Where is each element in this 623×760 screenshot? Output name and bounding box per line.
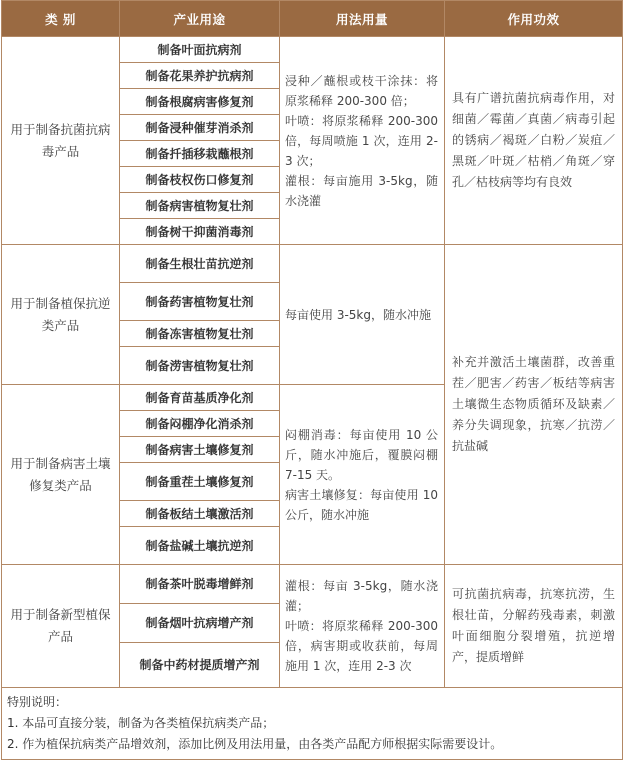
method-line: 浸种／蘸根或枝干涂抹：将原浆稀释 200-300 倍； <box>285 73 438 108</box>
use-cell: 制备涝害植物复壮剂 <box>120 347 280 385</box>
notes-title: 特别说明： <box>7 695 68 709</box>
method-line: 闷棚消毒：每亩使用 10 公斤，随水冲施后，覆膜闷棚 7-15 天。 <box>285 427 438 482</box>
use-cell: 制备盐碱土壤抗逆剂 <box>120 527 280 565</box>
table-row <box>2 37 623 63</box>
use-cell: 制备扦插移栽蘸根剂 <box>120 141 280 167</box>
header-category: 类 别 <box>2 1 120 37</box>
method-line: 叶喷：将原浆稀释 200-300 倍，病害期或收获前，每周施用 1 次，连用 2-3 次 <box>285 619 438 673</box>
effect-cell: 补充并激活土壤菌群，改善重茬／肥害／药害／板结等病害土壤微生态物质循环及缺素／养分失调现象，抗寒／抗涝／抗盐碱 <box>445 245 623 565</box>
method-cell <box>280 385 445 565</box>
use-cell: 制备烟叶抗病增产剂 <box>120 604 280 643</box>
notes-line: 2. 作为植保抗病类产品增效剂，添加比例及用法用量，由各类产品配方师根据实际需要设计。 <box>7 737 503 751</box>
use-cell: 制备茶叶脱毒增鲜剂 <box>120 565 280 604</box>
method-line: 灌根：每亩 3-5kg，随水浇灌； <box>285 579 438 613</box>
category-cell: 用于制备抗菌抗病毒产品 <box>2 37 120 245</box>
notes-cell <box>2 688 623 760</box>
method-line: 病害土壤修复：每亩使用 10 公斤，随水冲施 <box>285 487 438 522</box>
header-industrial-use: 产业用途 <box>120 1 280 37</box>
effect-cell: 可抗菌抗病毒，抗寒抗涝，生根壮苗，分解药残毒素，刺激叶面细胞分裂增殖，抗逆增产，提质增鲜 <box>445 565 623 688</box>
header-usage-dosage: 用法用量 <box>280 1 445 37</box>
use-cell: 制备浸种催芽消杀剂 <box>120 115 280 141</box>
use-cell: 制备冻害植物复壮剂 <box>120 321 280 347</box>
use-cell: 制备根腐病害修复剂 <box>120 89 280 115</box>
method-line: 每亩使用 3-5kg，随水冲施 <box>285 307 431 322</box>
use-cell: 制备中药材提质增产剂 <box>120 643 280 688</box>
table-row <box>2 565 623 604</box>
use-cell: 制备生根壮苗抗逆剂 <box>120 245 280 283</box>
method-cell <box>280 565 445 688</box>
use-cell: 制备重茬土壤修复剂 <box>120 463 280 501</box>
use-cell: 制备育苗基质净化剂 <box>120 385 280 411</box>
method-line: 叶喷：将原浆稀释 200-300 倍，每周喷施 1 次，连用 2-3 次； <box>285 113 438 168</box>
notes-line: 1. 本品可直接分装，制备为各类植保抗病类产品； <box>7 716 275 730</box>
header-effect: 作用功效 <box>445 1 623 37</box>
category-cell: 用于制备植保抗逆类产品 <box>2 245 120 385</box>
use-cell: 制备叶面抗病剂 <box>120 37 280 63</box>
use-cell: 制备板结土壤激活剂 <box>120 501 280 527</box>
method-cell <box>280 37 445 245</box>
use-cell: 制备树干抑菌消毒剂 <box>120 219 280 245</box>
use-cell: 制备闷棚净化消杀剂 <box>120 411 280 437</box>
use-cell: 制备花果养护抗病剂 <box>120 63 280 89</box>
use-cell: 制备枝权伤口修复剂 <box>120 167 280 193</box>
notes-row <box>2 688 623 760</box>
product-usage-table <box>1 0 623 760</box>
use-cell: 制备病害土壤修复剂 <box>120 437 280 463</box>
method-line: 灌根：每亩施用 3-5kg，随水浇灌 <box>285 173 438 208</box>
use-cell: 制备药害植物复壮剂 <box>120 283 280 321</box>
use-cell: 制备病害植物复壮剂 <box>120 193 280 219</box>
table-header-row <box>2 1 623 37</box>
table-row <box>2 245 623 283</box>
category-cell: 用于制备新型植保产品 <box>2 565 120 688</box>
method-cell <box>280 245 445 385</box>
category-cell: 用于制备病害土壤修复类产品 <box>2 385 120 565</box>
effect-cell: 具有广谱抗菌抗病毒作用，对细菌／霉菌／真菌／病毒引起的锈病／褐斑／白粉／炭疽／黑斑／叶斑／枯梢／角斑／穿孔／枯枝病等均有良效 <box>445 37 623 245</box>
